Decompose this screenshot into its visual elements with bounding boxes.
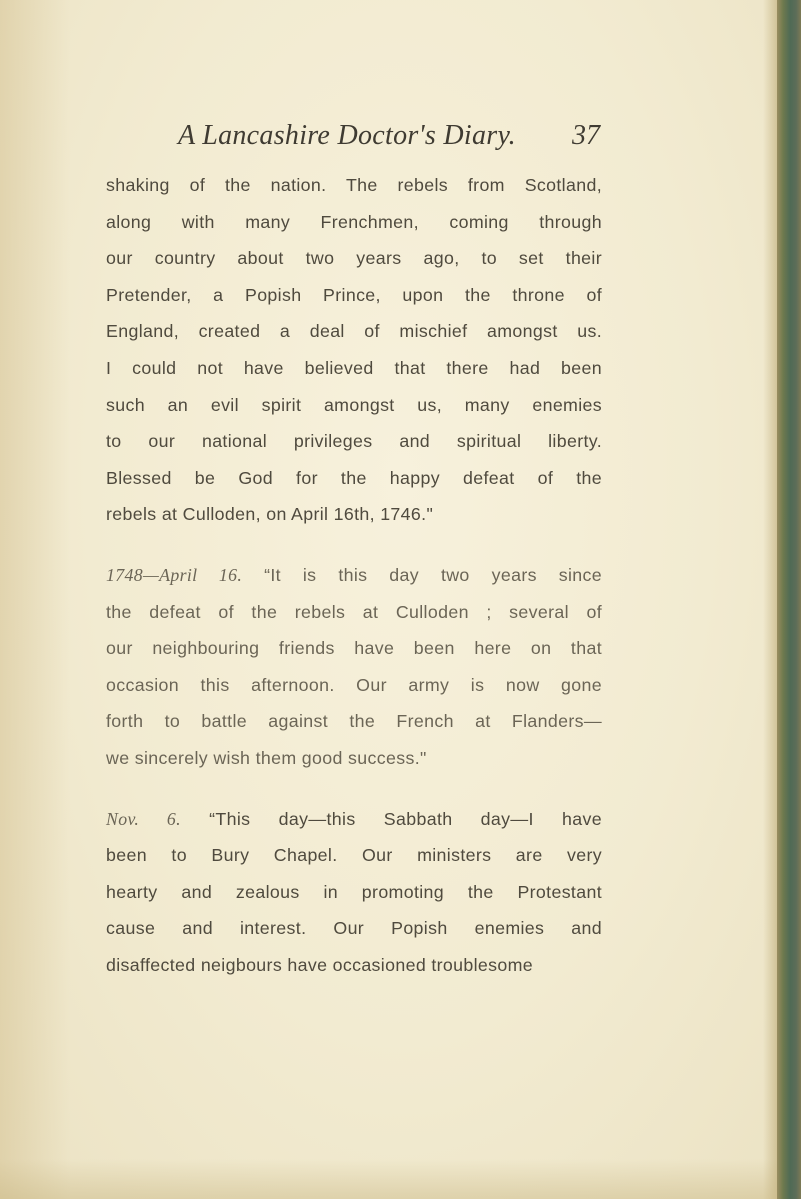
text-line: Pretender, a Popish Prince, upon the throne of <box>106 284 602 305</box>
paragraph-gap <box>106 533 602 557</box>
text-line: I could not have believed that there had been <box>106 357 602 378</box>
gutter-shadow <box>763 0 777 1199</box>
page-edge-shading <box>0 0 70 1199</box>
text-line: England, created a deal of mischief amongst us. <box>106 321 602 342</box>
entry-first-line <box>106 801 602 838</box>
text-line: forth to battle against the French at Flanders— <box>106 711 602 732</box>
text-line: shaking of the nation. The rebels from Scotland, <box>106 175 602 195</box>
text-line: disaffected neigbours have occasioned troublesome <box>106 954 534 975</box>
text-line: along with many Frenchmen, coming through <box>106 211 602 232</box>
text-line: the defeat of the rebels at Culloden ; several of <box>106 601 602 622</box>
text-line: rebels at Culloden, on April 16th, 1746." <box>106 504 434 525</box>
paragraph-2 <box>106 557 602 777</box>
entry-date: 1748—April 16. <box>106 564 243 585</box>
text-line: such an evil spirit amongst us, many enemies <box>106 394 602 415</box>
text-line: our country about two years ago, to set their <box>106 248 602 269</box>
text-line: occasion this afternoon. Our army is now gone <box>106 674 602 695</box>
text-line: been to Bury Chapel. Our ministers are very <box>106 845 602 866</box>
text-line: hearty and zealous in promoting the Protestant <box>106 881 602 902</box>
entry-first-line-text: “It is this day two years since <box>264 564 603 585</box>
text-line: Blessed be God for the happy defeat of the <box>106 467 602 488</box>
entry-date: Nov. 6. <box>106 808 181 829</box>
paragraph-1 <box>106 167 602 533</box>
paragraph-gap <box>106 777 602 801</box>
text-line: our neighbouring friends have been here on that <box>106 638 602 659</box>
entry-first-line-text: “This day—this Sabbath day—I have <box>209 808 603 829</box>
text-line: cause and interest. Our Popish enemies and <box>106 918 602 939</box>
text-line: we sincerely wish them good success." <box>106 747 427 768</box>
page-number: 37 <box>572 120 600 151</box>
book-binding-edge <box>777 0 801 1199</box>
entry-first-line <box>106 557 602 594</box>
text-line: to our national privileges and spiritual liberty. <box>106 431 602 452</box>
bottom-edge-shading <box>0 1159 777 1199</box>
paragraph-3 <box>106 801 602 984</box>
running-title: A Lancashire Doctor's Diary. <box>178 120 516 151</box>
body-text <box>106 167 602 983</box>
running-head <box>110 120 630 160</box>
